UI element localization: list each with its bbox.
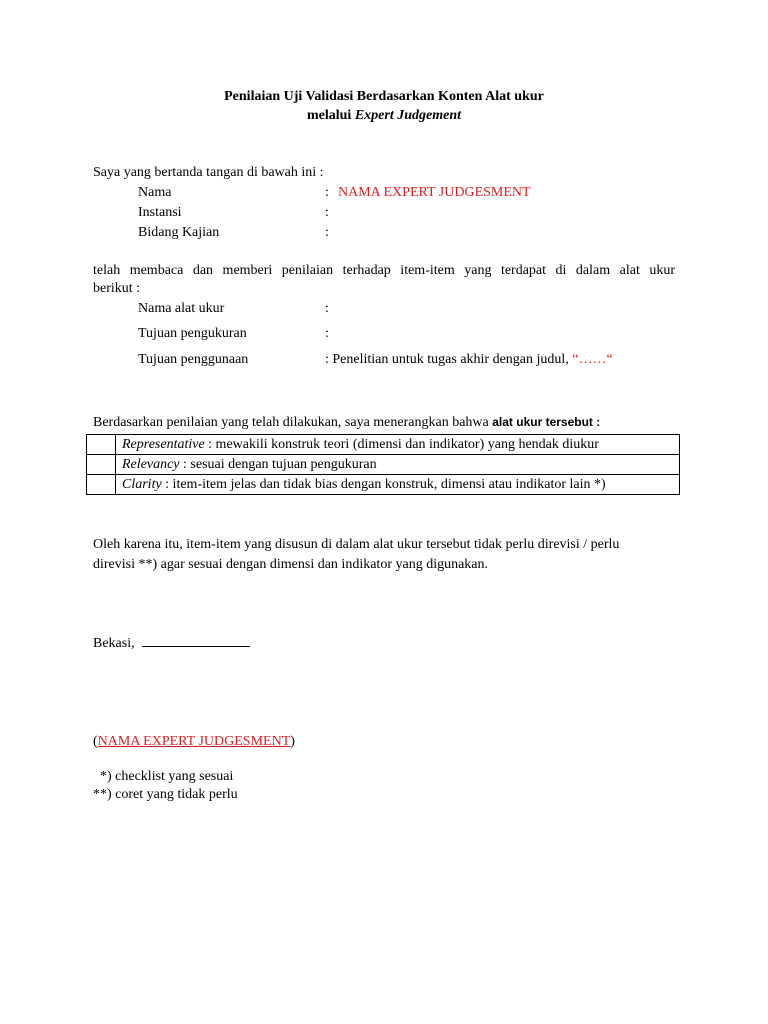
checkbox-relevancy[interactable]: [87, 455, 116, 475]
assessment-intro-bold: alat ukur tersebut :: [492, 415, 601, 429]
criteria-desc: : mewakili konstruk teori (dimensi dan indikator) yang hendak diukur: [204, 436, 599, 452]
place-date: [93, 634, 250, 653]
signature-expert-name: NAMA EXPERT JUDGESMENT: [97, 734, 291, 749]
criteria-desc: : sesuai dengan tujuan pengukuran: [179, 456, 377, 472]
instrument-label-use: Tujuan penggunaan: [138, 352, 249, 367]
place-label: Bekasi,: [93, 636, 139, 651]
subtitle-italic: Expert Judgement: [354, 108, 461, 123]
criteria-term: Representative: [122, 436, 205, 452]
assessment-intro-text: Berdasarkan penilaian yang telah dilakukan, saya menerangkan bahwa: [93, 415, 493, 430]
conclusion-line-2: direvisi **) agar sesuai dengan dimensi dan indikator yang digunakan.: [93, 557, 489, 572]
checkbox-representative[interactable]: [87, 435, 116, 455]
document-subtitle: [0, 107, 768, 125]
title-placeholder-quote: “……“: [572, 352, 613, 367]
note-strike: **) coret yang tidak perlu: [93, 787, 238, 802]
statement-line-1: telah membaca dan memberi penilaian terhadap item-item yang terdapat di dalam alat ukur: [93, 263, 675, 278]
instrument-sep-use: :: [325, 352, 329, 367]
signature-open-paren: (: [93, 734, 98, 749]
identity-label-bidang: Bidang Kajian: [138, 225, 220, 240]
identity-label-name: Nama: [138, 185, 172, 200]
checkbox-clarity[interactable]: [87, 475, 116, 495]
criteria-desc: : item-item jelas dan tidak bias dengan konstruk, dimensi atau indikator lain *): [161, 476, 606, 492]
identity-sep-bidang: :: [325, 225, 329, 240]
criteria-cell-relevancy: [116, 455, 680, 475]
identity-sep-instansi: :: [325, 205, 329, 220]
signature-close-paren: ): [290, 734, 295, 749]
criteria-term: Relevancy: [122, 456, 180, 472]
criteria-cell-representative: [116, 435, 680, 455]
instrument-use-text: Penelitian untuk tugas akhir dengan judul,: [328, 352, 573, 367]
criteria-row-relevancy: [87, 455, 680, 475]
note-checklist: *) checklist yang sesuai: [93, 769, 234, 784]
criteria-row-representative: [87, 435, 680, 455]
criteria-row-clarity: [87, 475, 680, 495]
statement-line-2: berikut :: [93, 281, 141, 296]
instrument-sep-measure: :: [325, 326, 329, 341]
document-title: Penilaian Uji Validasi Berdasarkan Konten Alat ukur: [224, 89, 544, 104]
identity-sep-name: :: [325, 185, 329, 200]
signature-name: [93, 733, 295, 751]
identity-value-name: NAMA EXPERT JUDGESMENT: [338, 185, 531, 200]
criteria-cell-clarity: [116, 475, 680, 495]
instrument-label-measure: Tujuan pengukuran: [138, 326, 247, 341]
criteria-term: Clarity: [122, 476, 162, 492]
instrument-label-name: Nama alat ukur: [138, 301, 225, 316]
intro-text: Saya yang bertanda tangan di bawah ini :: [93, 165, 324, 180]
instrument-value-use: [325, 351, 613, 369]
criteria-table: [86, 434, 680, 495]
assessment-intro: [93, 413, 600, 432]
identity-label-instansi: Instansi: [138, 205, 182, 220]
instrument-sep-name: :: [325, 301, 329, 316]
conclusion-line-1: Oleh karena itu, item-item yang disusun di dalam alat ukur tersebut tidak perlu direvisi / perlu: [93, 537, 620, 552]
date-blank-line[interactable]: [142, 634, 250, 647]
subtitle-prefix: melalui: [306, 108, 355, 123]
